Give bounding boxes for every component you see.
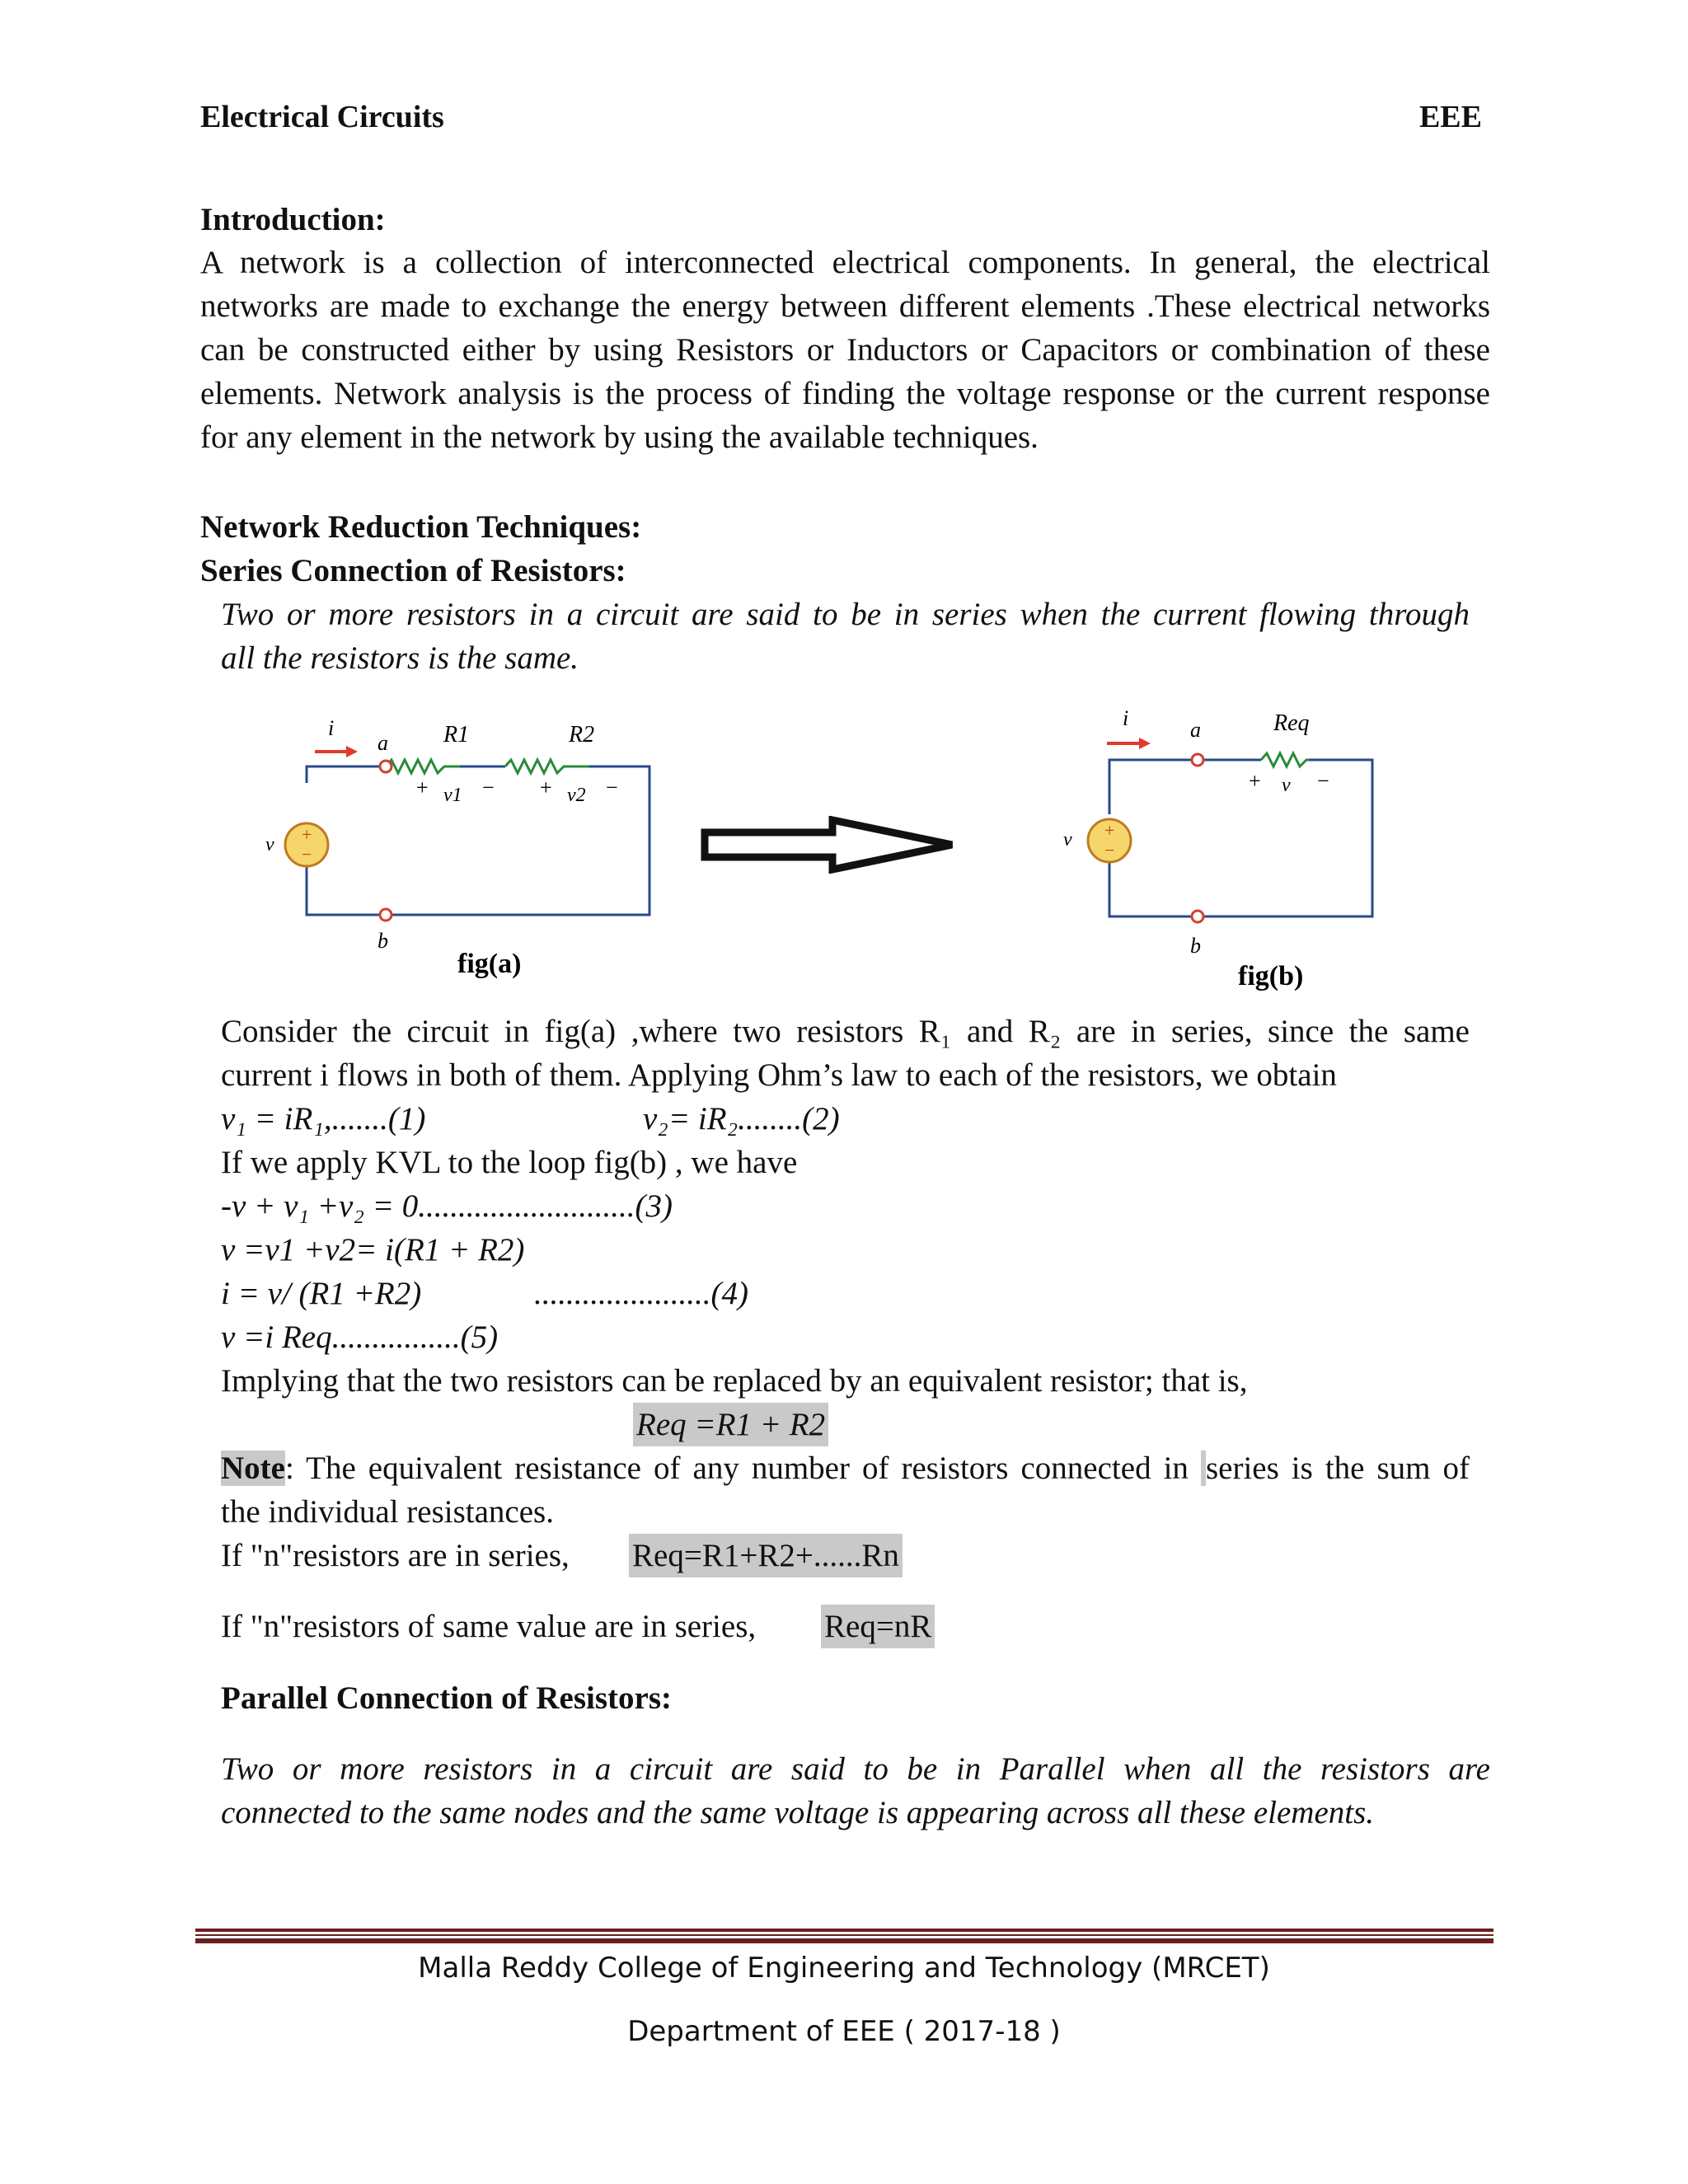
req-row: [221, 1403, 1470, 1446]
label-r2: R2: [569, 722, 595, 748]
label-plus: +: [540, 776, 552, 799]
label-source: v: [1063, 829, 1072, 851]
label-req: Req: [1273, 710, 1310, 736]
note-line: [221, 1446, 1470, 1490]
series-definition-line: all the resistors is the same.: [221, 640, 579, 676]
note-label: Note: [221, 1451, 285, 1486]
figure-a-caption: fig(a): [457, 949, 522, 979]
label-node-a: a: [1190, 718, 1201, 742]
node-b-terminal: [1192, 911, 1203, 922]
equation-1: v₁ = iR₁,.......(1): [221, 1101, 426, 1137]
equation-4-row: [221, 1272, 1470, 1315]
equation-5: v =i Req................(5): [221, 1319, 499, 1355]
label-current: i: [1123, 706, 1129, 730]
label-minus: −: [606, 776, 618, 799]
node-a-terminal: [380, 761, 392, 772]
equation-3: -v + v₁ +v₂ = 0...........................(3): [221, 1188, 673, 1224]
wire: [307, 766, 386, 783]
resistor-r1: [386, 760, 460, 773]
equivalent-circuit-figure: [1055, 701, 1401, 997]
intro-line: A network is a collection of interconnected electrical components. In general, the electrical: [200, 245, 1490, 280]
resistor-req: [1261, 753, 1309, 766]
equation-v: v =v1 +v2= i(R1 + R2): [221, 1232, 525, 1268]
note-line: the individual resistances.: [221, 1494, 554, 1530]
n-series-row: [221, 1534, 1470, 1577]
footer-rule: [195, 1938, 1493, 1943]
note-block: [221, 1446, 1470, 1577]
implying-line: Implying that the two resistors can be replaced by an equivalent resistor; that is,: [221, 1363, 1248, 1399]
intro-line: for any element in the network by using the available techniques.: [200, 419, 1039, 455]
parallel-heading: Parallel Connection of Resistors:: [221, 1680, 672, 1716]
transform-arrow-icon: [701, 816, 956, 874]
footer-rule: [195, 1929, 1493, 1932]
reduction-heading: Network Reduction Techniques:: [200, 509, 642, 545]
analysis-block: [221, 1010, 1470, 1446]
series-heading: Series Connection of Resistors:: [200, 553, 626, 588]
label-node-a: a: [377, 731, 388, 755]
node-a-terminal: [1192, 754, 1203, 766]
label-minus: −: [482, 776, 495, 799]
label-v: v: [1282, 775, 1291, 796]
analysis-line: Consider the circuit in fig(a) ,where two resistors R₁ and R₂ are in series, since the same: [221, 1014, 1470, 1049]
footer-department: Department of EEE ( 2017-18 ): [627, 2015, 1061, 2048]
source-minus: −: [1104, 840, 1115, 860]
n-series-text: If "n"resistors are in series,: [221, 1538, 570, 1573]
intro-line: can be constructed either by using Resistors or Inductors or Capacitors or combination of these: [200, 332, 1490, 368]
equation-2: v₂= iR₂........(2): [643, 1101, 840, 1137]
figure-b-caption: fig(b): [1238, 961, 1304, 991]
note-text-end: series is the sum of: [1205, 1451, 1470, 1486]
n-same-row: [221, 1605, 1470, 1648]
header-department: EEE: [1418, 100, 1482, 134]
source-plus: +: [1104, 820, 1115, 841]
label-v2: v2: [567, 785, 586, 806]
parallel-definition-line: Two or more resistors in a circuit are said to be in Parallel when all the resistors are: [221, 1751, 1490, 1787]
label-source: v: [265, 834, 274, 855]
label-plus: +: [1249, 769, 1261, 793]
equation-4: i = v/ (R1 +R2): [221, 1276, 422, 1311]
req-formula: Req =R1 + R2: [633, 1403, 828, 1446]
label-node-b: b: [1190, 934, 1201, 958]
node-b-terminal: [380, 909, 392, 921]
label-plus: +: [416, 776, 429, 799]
n-series-formula: Req=R1+R2+......Rn: [629, 1534, 903, 1577]
resistor-r2: [505, 760, 589, 773]
intro-heading: Introduction:: [200, 202, 386, 237]
label-r1: R1: [443, 722, 470, 748]
equation-row: [221, 1097, 1470, 1141]
header-title: Electrical Circuits: [200, 100, 444, 134]
n-same-text: If "n"resistors of same value are in series,: [221, 1609, 757, 1644]
parallel-definition-line: connected to the same nodes and the same voltage is appearing across all these elements.: [221, 1795, 1375, 1830]
label-minus: −: [1317, 769, 1329, 793]
footer-college: Malla Reddy College of Engineering and Technology (MRCET): [418, 1952, 1270, 1985]
label-node-b: b: [377, 929, 388, 953]
intro-line: networks are made to exchange the energy between different elements .These electrical networks: [200, 288, 1490, 324]
intro-line: elements. Network analysis is the process of finding the voltage response or the current response: [200, 376, 1490, 411]
label-v1: v1: [443, 785, 462, 806]
series-definition-line: Two or more resistors in a circuit are said to be in series when the current flowing through: [221, 597, 1470, 632]
kvl-line: If we apply KVL to the loop fig(b) , we have: [221, 1145, 798, 1180]
parallel-definition: [221, 1747, 1490, 1835]
intro-paragraph: [200, 241, 1490, 459]
series-circuit-figure: [247, 709, 676, 993]
footer-rule: [195, 1934, 1493, 1936]
wire: [1109, 760, 1372, 916]
series-definition: [221, 593, 1470, 680]
current-arrowhead-icon: [1139, 738, 1151, 749]
n-same-formula: Req=nR: [821, 1605, 935, 1648]
label-current: i: [328, 716, 335, 740]
current-arrowhead-icon: [346, 746, 358, 757]
wire: [307, 766, 649, 915]
note-text: : The equivalent resistance of any number of resistors connected in: [284, 1451, 1189, 1486]
equation-4-number: ......................(4): [534, 1276, 748, 1311]
source-plus: +: [302, 824, 312, 845]
source-minus: −: [302, 844, 312, 865]
wire: [1109, 760, 1261, 814]
analysis-line: current i flows in both of them. Applying Ohm’s law to each of the resistors, we obtain: [221, 1057, 1337, 1093]
